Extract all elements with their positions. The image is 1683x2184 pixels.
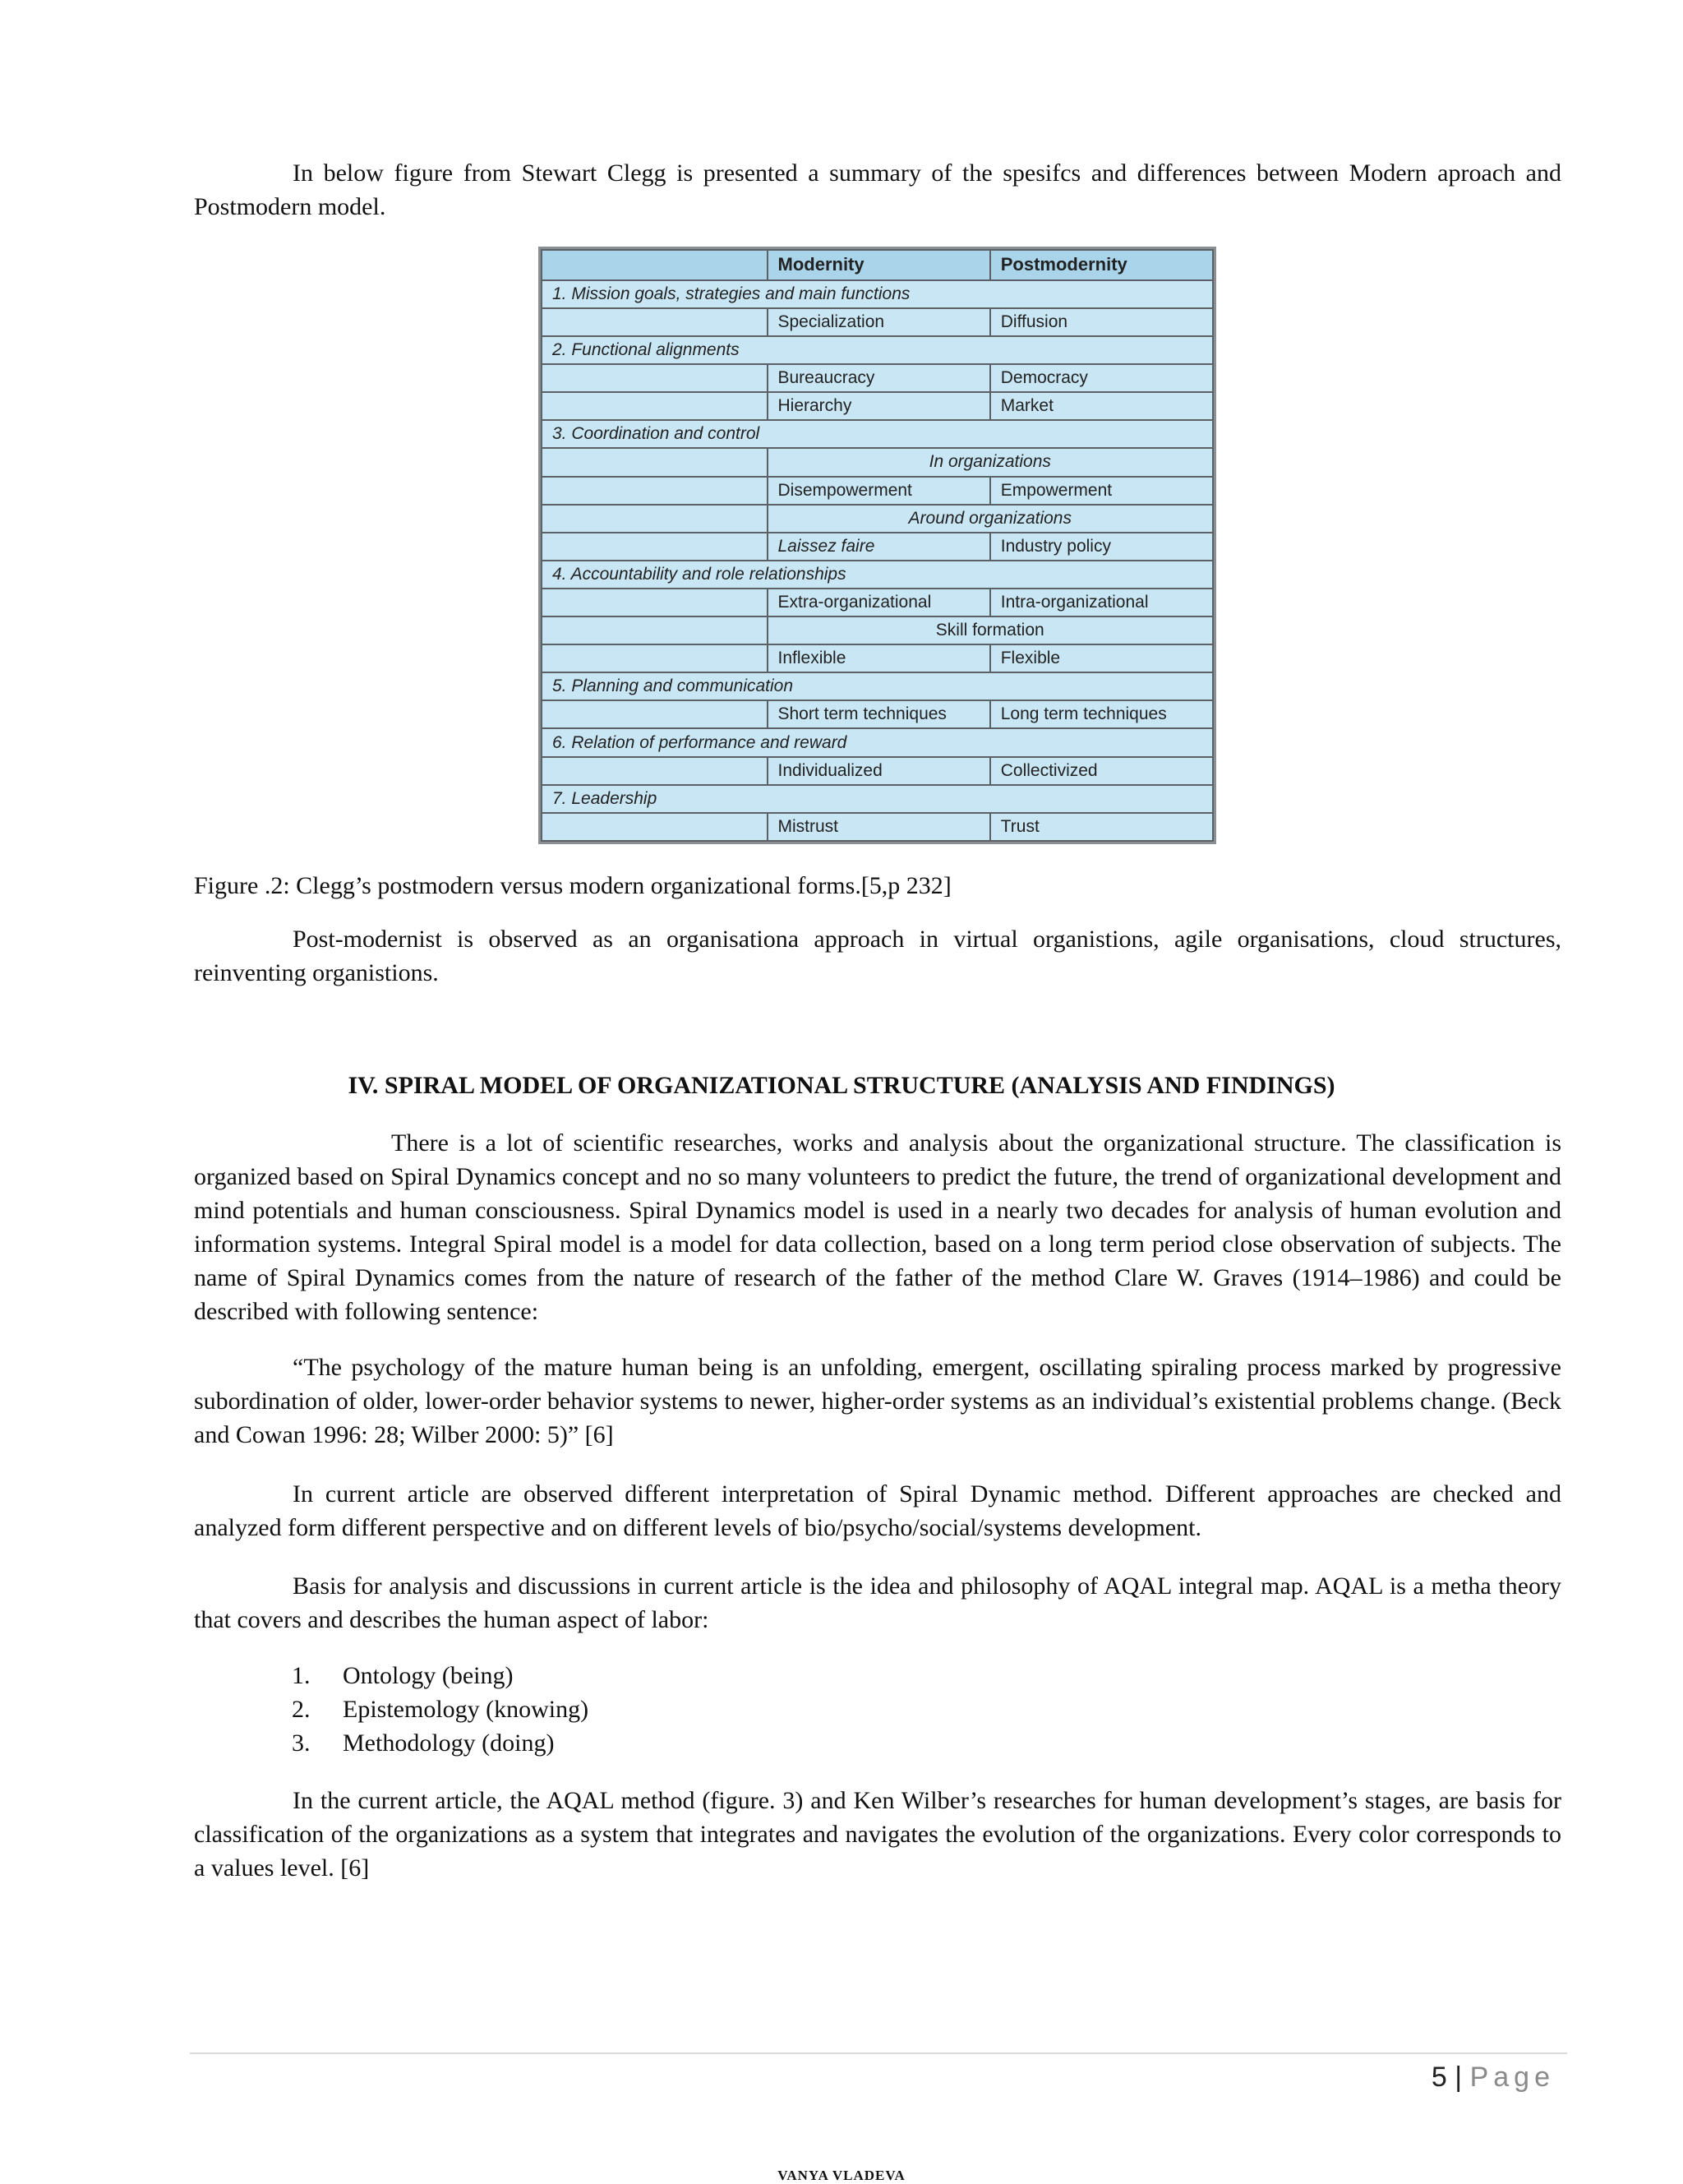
- span-label: Skill formation: [768, 616, 1214, 644]
- table-row: [542, 589, 1213, 616]
- table-row: [542, 813, 1213, 841]
- modernity-cell: Inflexible: [768, 644, 990, 672]
- list-number: 2.: [292, 1696, 311, 1723]
- table-section-row: [542, 336, 1213, 364]
- table-section-row: [542, 728, 1213, 756]
- empty-cell: [542, 392, 768, 420]
- section-label: 2. Functional alignments: [542, 336, 1213, 364]
- list-item: [292, 1659, 588, 1692]
- postmodernity-cell: Industry policy: [990, 533, 1213, 561]
- postmodernity-cell: Diffusion: [990, 308, 1213, 336]
- table-span-row: [542, 505, 1213, 533]
- quote-paragraph: “The psychology of the mature human being is an unfolding, emergent, oscillating spiraling process marked by progressive subordination of older, lower-order behavior systems to newer, higher-order systems as an individual’s existential problems change. (Beck and Cowan 1996: 28; Wilber 2000: 5)” [6]: [194, 1354, 1561, 1448]
- table-row: [542, 477, 1213, 505]
- postmodernity-cell: Democracy: [990, 364, 1213, 392]
- postmodernity-cell: Long term techniques: [990, 700, 1213, 728]
- list-number: 1.: [292, 1662, 311, 1689]
- header-postmodernity: Postmodernity: [990, 250, 1213, 280]
- modernity-cell: Individualized: [768, 757, 990, 785]
- aqal-method-paragraph: In the current article, the AQAL method (figure. 3) and Ken Wilber’s researches for human development’s stages, are basis for classification of the organizations as a system that integrates and navigates the evolution of the organizations. Every color corresponds to a values level. [6]: [194, 1787, 1561, 1882]
- intro-paragraph: In below figure from Stewart Clegg is presented a summary of the spesifcs and differences between Modern aproach and Postmodern model.: [194, 159, 1561, 220]
- empty-cell: [542, 589, 768, 616]
- span-label: Around organizations: [768, 505, 1214, 533]
- list-text: Epistemology (knowing): [343, 1696, 589, 1723]
- postmodernity-cell: Market: [990, 392, 1213, 420]
- spiral-paragraph: There is a lot of scientific researches, works and analysis about the organizational structure. The classification is organized based on Spiral Dynamics concept and no so many volunteers to predict the future, the trend of organizational development and mind potentials and human consciousness. Spiral Dynamics model is used in a nearly two decades for analysis of human evolution and information systems. Integral Spiral model is a model for data collection, based on a long term period close observation of subjects. The name of Spiral Dynamics comes from the nature of research of the father of the method Clare W. Graves (1914–1986) and could be described with following sentence:: [194, 1129, 1561, 1325]
- empty-cell: [542, 308, 768, 336]
- empty-cell: [542, 757, 768, 785]
- section-label: 6. Relation of performance and reward: [542, 728, 1213, 756]
- modernity-cell: Laissez faire: [768, 533, 990, 561]
- section-label: 1. Mission goals, strategies and main functions: [542, 280, 1213, 308]
- section-label: 3. Coordination and control: [542, 420, 1213, 448]
- modernity-cell: Specialization: [768, 308, 990, 336]
- section-label: 4. Accountability and role relationships: [542, 561, 1213, 589]
- modernity-cell: Disempowerment: [768, 477, 990, 505]
- empty-cell: [542, 477, 768, 505]
- figure-caption: Figure .2: Clegg’s postmodern versus modern organizational forms.[5,p 232]: [194, 872, 952, 899]
- section-label: 5. Planning and communication: [542, 672, 1213, 700]
- comparison-table: [541, 249, 1214, 842]
- page-number-value: 5: [1431, 2062, 1447, 2093]
- table-row: [542, 533, 1213, 561]
- table-row: [542, 700, 1213, 728]
- empty-cell: [542, 644, 768, 672]
- section-heading: IV. SPIRAL MODEL OF ORGANIZATIONAL STRUCTURE (ANALYSIS AND FINDINGS): [348, 1072, 1335, 1099]
- list-text: Methodology (doing): [343, 1729, 555, 1757]
- modernity-cell: Hierarchy: [768, 392, 990, 420]
- postmodernity-cell: Flexible: [990, 644, 1213, 672]
- modernity-cell: Short term techniques: [768, 700, 990, 728]
- page-label: Page: [1469, 2062, 1555, 2093]
- clegg-comparison-figure: [538, 247, 1216, 844]
- postmodern-paragraph: Post-modernist is observed as an organisationa approach in virtual organistions, agile organisations, cloud structures, reinventing organistions.: [194, 926, 1561, 986]
- table-section-row: [542, 561, 1213, 589]
- section-label: 7. Leadership: [542, 785, 1213, 813]
- postmodernity-cell: Intra-organizational: [990, 589, 1213, 616]
- postmodernity-cell: Empowerment: [990, 477, 1213, 505]
- aqal-list: [292, 1659, 588, 1760]
- current-article-paragraph: In current article are observed different interpretation of Spiral Dynamic method. Different approaches are checked and analyzed form different perspective and on different levels of bio/psycho/social/systems development.: [194, 1480, 1561, 1541]
- table-row: [542, 644, 1213, 672]
- empty-cell: [542, 448, 768, 476]
- empty-cell: [542, 700, 768, 728]
- postmodernity-cell: Trust: [990, 813, 1213, 841]
- footer-divider: [190, 2052, 1567, 2054]
- postmodernity-cell: Collectivized: [990, 757, 1213, 785]
- span-label: In organizations: [768, 448, 1214, 476]
- list-text: Ontology (being): [343, 1662, 514, 1689]
- author-footer: VANYA VLADEVA: [777, 2168, 906, 2183]
- page-number: [1432, 2059, 1555, 2095]
- table-row: [542, 364, 1213, 392]
- table-span-row: [542, 616, 1213, 644]
- header-empty-cell: [542, 250, 768, 280]
- modernity-cell: Mistrust: [768, 813, 990, 841]
- table-span-row: [542, 448, 1213, 476]
- table-row: [542, 757, 1213, 785]
- empty-cell: [542, 616, 768, 644]
- empty-cell: [542, 533, 768, 561]
- table-section-row: [542, 280, 1213, 308]
- empty-cell: [542, 364, 768, 392]
- empty-cell: [542, 813, 768, 841]
- list-number: 3.: [292, 1729, 311, 1757]
- modernity-cell: Extra-organizational: [768, 589, 990, 616]
- list-item: [292, 1726, 588, 1760]
- table-row: [542, 392, 1213, 420]
- page-separator: |: [1455, 2062, 1463, 2093]
- table-section-row: [542, 420, 1213, 448]
- aqal-basis-paragraph: Basis for analysis and discussions in current article is the idea and philosophy of AQAL integral map. AQAL is a metha theory that covers and describes the human aspect of labor:: [194, 1572, 1561, 1633]
- table-row: [542, 308, 1213, 336]
- empty-cell: [542, 505, 768, 533]
- table-header-row: [542, 250, 1213, 280]
- table-section-row: [542, 785, 1213, 813]
- header-modernity: Modernity: [768, 250, 990, 280]
- table-section-row: [542, 672, 1213, 700]
- modernity-cell: Bureaucracy: [768, 364, 990, 392]
- list-item: [292, 1692, 588, 1726]
